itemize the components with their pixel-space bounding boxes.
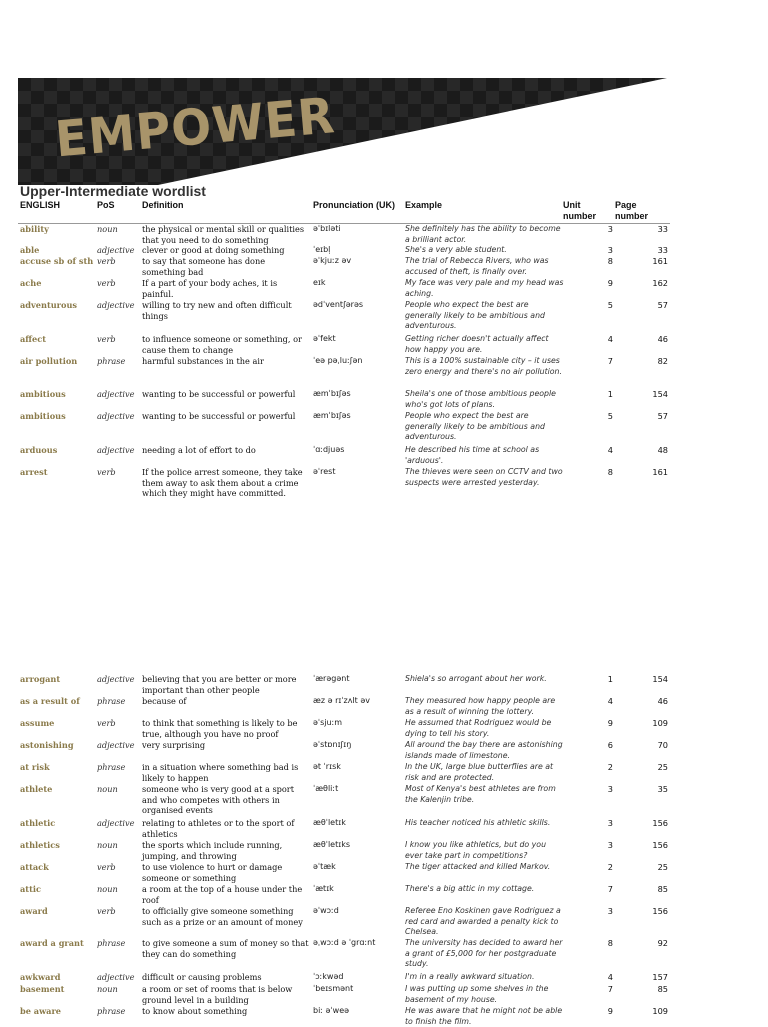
cell-word: arrogant bbox=[20, 674, 61, 684]
cell-ex: People who expect the best are generally likely to be ambitious and adventurous. bbox=[405, 411, 545, 442]
cell-unit: 6 bbox=[607, 740, 613, 750]
cell-page: 109 bbox=[652, 1006, 668, 1016]
cell-page: 157 bbox=[652, 972, 668, 982]
cell-unit: 4 bbox=[607, 972, 613, 982]
cell-pos: verb bbox=[97, 862, 116, 872]
cell-pron: əˈfekt bbox=[313, 334, 336, 343]
cell-pos: verb bbox=[97, 718, 116, 728]
cell-def: harmful substances in the air bbox=[142, 356, 264, 366]
cell-word: adventurous bbox=[20, 300, 78, 310]
cell-def: the sports which include running, jumping, and throwing bbox=[142, 840, 283, 861]
cell-pos: noun bbox=[97, 884, 118, 894]
cell-ex: The university has decided to award her a grant of £5,000 for her postgraduate study. bbox=[405, 938, 563, 969]
cell-word: arrest bbox=[20, 467, 48, 477]
cell-page: 156 bbox=[652, 906, 668, 916]
empower-logo: EMPOWER bbox=[52, 87, 338, 169]
cell-pos: verb bbox=[97, 256, 116, 266]
cell-page: 161 bbox=[652, 256, 668, 266]
cell-unit: 3 bbox=[607, 906, 613, 916]
cell-def: to influence someone or something, or cause them to change bbox=[142, 334, 302, 355]
cell-unit: 9 bbox=[607, 718, 613, 728]
cell-def: If a part of your body aches, it is painful. bbox=[142, 278, 278, 299]
cell-word: attack bbox=[20, 862, 49, 872]
cell-unit: 3 bbox=[607, 840, 613, 850]
cell-pron: əˈbɪləti bbox=[313, 224, 341, 233]
cell-ex: There's a big attic in my cottage. bbox=[405, 884, 535, 893]
cell-word: ability bbox=[20, 224, 49, 234]
cell-pron: ˈeə pəˌluːʃən bbox=[313, 356, 363, 365]
cell-page: 57 bbox=[657, 411, 668, 421]
cell-ex: My face was very pale and my head was aching. bbox=[405, 278, 564, 298]
cell-word: athletics bbox=[20, 840, 60, 850]
cell-def: willing to try new and often difficult things bbox=[142, 300, 292, 321]
cell-pron: æθˈletɪk bbox=[313, 818, 346, 827]
cell-unit: 8 bbox=[607, 467, 613, 477]
cell-def: wanting to be successful or powerful bbox=[142, 389, 296, 399]
cell-unit: 8 bbox=[607, 256, 613, 266]
cell-page: 82 bbox=[657, 356, 668, 366]
cell-pos: noun bbox=[97, 840, 118, 850]
cell-page: 46 bbox=[657, 696, 668, 706]
cell-pron: æz ə rɪˈzʌlt əv bbox=[313, 696, 371, 705]
cell-pron: æθˈletɪks bbox=[313, 840, 351, 849]
cell-unit: 1 bbox=[607, 674, 613, 684]
cell-pos: adjective bbox=[97, 818, 135, 828]
cell-pos: phrase bbox=[97, 696, 126, 706]
cell-page: 162 bbox=[652, 278, 668, 288]
cell-pron: əˈsjuːm bbox=[313, 718, 343, 727]
cell-unit: 5 bbox=[607, 411, 613, 421]
cell-def: to think that something is likely to be true, although you have no proof bbox=[142, 718, 298, 739]
cell-word: ache bbox=[20, 278, 42, 288]
cell-pron: æmˈbɪʃəs bbox=[313, 389, 351, 398]
cell-pos: adjective bbox=[97, 389, 135, 399]
cell-pron: ˈæθliːt bbox=[313, 784, 339, 793]
cell-pos: phrase bbox=[97, 1006, 126, 1016]
cell-word: athlete bbox=[20, 784, 53, 794]
cell-pos: noun bbox=[97, 784, 118, 794]
cell-unit: 8 bbox=[607, 938, 613, 948]
cell-unit: 7 bbox=[607, 984, 613, 994]
cell-page: 35 bbox=[657, 784, 668, 794]
cell-pron: ədˈventʃərəs bbox=[313, 300, 364, 309]
cell-def: difficult or causing problems bbox=[142, 972, 262, 982]
cell-word: accuse sb of sth bbox=[20, 256, 94, 266]
cell-pos: phrase bbox=[97, 938, 126, 948]
cell-page: 85 bbox=[657, 984, 668, 994]
cell-ex: The trial of Rebecca Rivers, who was accused of theft, is finally over. bbox=[405, 256, 549, 276]
cell-pron: æmˈbɪʃəs bbox=[313, 411, 351, 420]
cell-unit: 3 bbox=[607, 818, 613, 828]
cell-def: believing that you are better or more important than other people bbox=[142, 674, 297, 695]
cell-unit: 4 bbox=[607, 696, 613, 706]
cell-word: awkward bbox=[20, 972, 61, 982]
cell-ex: His teacher noticed his athletic skills. bbox=[405, 818, 551, 827]
cell-pron: əˈkjuːz əv bbox=[313, 256, 352, 265]
cell-ex: The tiger attacked and killed Markov. bbox=[405, 862, 551, 871]
cell-page: 85 bbox=[657, 884, 668, 894]
cell-word: award bbox=[20, 906, 48, 916]
cell-page: 109 bbox=[652, 718, 668, 728]
cell-unit: 9 bbox=[607, 278, 613, 288]
cell-pos: phrase bbox=[97, 762, 126, 772]
cell-ex: She's a very able student. bbox=[405, 245, 507, 254]
cell-pos: verb bbox=[97, 334, 116, 344]
cell-pos: adjective bbox=[97, 972, 135, 982]
cell-def: someone who is very good at a sport and who competes with others in organised events bbox=[142, 784, 295, 816]
cell-ex: He assumed that Rodriguez would be dying to tell his story. bbox=[405, 718, 552, 738]
cell-pron: eɪk bbox=[313, 278, 326, 287]
cell-def: very surprising bbox=[142, 740, 206, 750]
cell-def: to officially give someone something such as a prize or an amount of money bbox=[142, 906, 303, 927]
cell-ex: This is a 100% sustainable city – it uses zero energy and there's no air pollution. bbox=[405, 356, 562, 376]
cell-page: 25 bbox=[657, 862, 668, 872]
cell-pos: adjective bbox=[97, 411, 135, 421]
cell-unit: 3 bbox=[607, 784, 613, 794]
cell-unit: 4 bbox=[607, 334, 613, 344]
cell-unit: 9 bbox=[607, 1006, 613, 1016]
cell-pos: verb bbox=[97, 278, 116, 288]
cell-page: 154 bbox=[652, 674, 668, 684]
cell-ex: Referee Eno Koskinen gave Rodriguez a red card and awarded a penalty kick to Chelsea. bbox=[405, 906, 561, 937]
col-header-example: Example bbox=[405, 200, 443, 210]
cell-word: at risk bbox=[20, 762, 50, 772]
cell-page: 156 bbox=[652, 840, 668, 850]
cell-def: If the police arrest someone, they take them away to ask them about a crime which they might have committed. bbox=[142, 467, 303, 499]
cell-def: relating to athletes or to the sport of athletics bbox=[142, 818, 295, 839]
col-header-pronunciation: Pronunciation (UK) bbox=[313, 200, 395, 210]
cell-ex: I'm in a really awkward situation. bbox=[405, 972, 535, 981]
cell-word: attic bbox=[20, 884, 41, 894]
cell-page: 57 bbox=[657, 300, 668, 310]
page-title: Upper-Intermediate wordlist bbox=[20, 183, 206, 199]
cell-page: 25 bbox=[657, 762, 668, 772]
cell-ex: Most of Kenya's best athletes are from the Kalenjin tribe. bbox=[405, 784, 556, 804]
cell-pron: ˈeɪbl̩ bbox=[313, 245, 331, 254]
cell-page: 46 bbox=[657, 334, 668, 344]
cell-ex: Sheila's one of those ambitious people who's got lots of plans. bbox=[405, 389, 556, 409]
cell-word: astonishing bbox=[20, 740, 74, 750]
cell-def: to say that someone has done something bad bbox=[142, 256, 266, 277]
cell-unit: 3 bbox=[607, 224, 613, 234]
cell-ex: In the UK, large blue butterflies are at risk and are protected. bbox=[405, 762, 554, 782]
cell-pron: ˈɔːkwəd bbox=[313, 972, 344, 981]
col-header-english: ENGLISH bbox=[20, 200, 61, 210]
cell-ex: They measured how happy people are as a result of winning the lottery. bbox=[405, 696, 556, 716]
cell-pos: phrase bbox=[97, 356, 126, 366]
cell-def: the physical or mental skill or qualities that you need to do something bbox=[142, 224, 305, 245]
cell-word: ambitious bbox=[20, 411, 66, 421]
cell-pos: noun bbox=[97, 984, 118, 994]
cell-word: as a result of bbox=[20, 696, 80, 706]
cell-unit: 1 bbox=[607, 389, 613, 399]
cell-pos: verb bbox=[97, 906, 116, 916]
cell-pron: əˈwɔːd bbox=[313, 906, 339, 915]
cell-word: assume bbox=[20, 718, 55, 728]
cell-def: to use violence to hurt or damage someone or something bbox=[142, 862, 283, 883]
cell-pron: əˈtæk bbox=[313, 862, 336, 871]
cell-def: wanting to be successful or powerful bbox=[142, 411, 296, 421]
cell-pron: biː əˈweə bbox=[313, 1006, 350, 1015]
cell-word: be aware bbox=[20, 1006, 61, 1016]
cell-word: ambitious bbox=[20, 389, 66, 399]
cell-pron: əˈrest bbox=[313, 467, 336, 476]
cell-ex: The thieves were seen on CCTV and two suspects were arrested yesterday. bbox=[405, 467, 563, 487]
cell-unit: 2 bbox=[607, 762, 613, 772]
cell-page: 154 bbox=[652, 389, 668, 399]
cell-unit: 7 bbox=[607, 356, 613, 366]
cell-word: air pollution bbox=[20, 356, 78, 366]
cell-word: athletic bbox=[20, 818, 56, 828]
cell-page: 92 bbox=[657, 938, 668, 948]
cell-unit: 5 bbox=[607, 300, 613, 310]
cell-page: 70 bbox=[657, 740, 668, 750]
cell-word: arduous bbox=[20, 445, 58, 455]
cell-word: affect bbox=[20, 334, 47, 344]
cell-page: 33 bbox=[657, 224, 668, 234]
cell-ex: He was aware that he might not be able to finish the film. bbox=[405, 1006, 563, 1026]
cell-page: 48 bbox=[657, 445, 668, 455]
cell-pron: ət ˈrɪsk bbox=[313, 762, 341, 771]
cell-ex: Getting richer doesn't actually affect how happy you are. bbox=[405, 334, 549, 354]
cell-pron: əˈstɒnɪʃɪŋ bbox=[313, 740, 352, 749]
cell-pron: ˈærəgənt bbox=[313, 674, 350, 683]
cell-pos: adjective bbox=[97, 674, 135, 684]
cell-ex: He described his time at school as 'arduous'. bbox=[405, 445, 540, 465]
col-header-pos: PoS bbox=[97, 200, 115, 210]
cell-ex: All around the bay there are astonishing islands made of limestone. bbox=[405, 740, 563, 760]
cell-pron: ˈætɪk bbox=[313, 884, 334, 893]
cell-ex: I was putting up some shelves in the basement of my house. bbox=[405, 984, 549, 1004]
cell-pron: ˈbeɪsmənt bbox=[313, 984, 354, 993]
cell-pos: noun bbox=[97, 224, 118, 234]
cell-def: a room at the top of a house under the roof bbox=[142, 884, 303, 905]
col-header-page: Page number bbox=[615, 200, 649, 221]
col-header-definition: Definition bbox=[142, 200, 184, 210]
cell-def: a room or set of rooms that is below ground level in a building bbox=[142, 984, 293, 1005]
cell-pos: adjective bbox=[97, 445, 135, 455]
cell-pron: ˈɑːdjuəs bbox=[313, 445, 345, 454]
cell-def: to know about something bbox=[142, 1006, 248, 1016]
cell-def: because of bbox=[142, 696, 187, 706]
cell-def: to give someone a sum of money so that they can do something bbox=[142, 938, 309, 959]
cell-ex: I know you like athletics, but do you ever take part in competitions? bbox=[405, 840, 547, 860]
cell-unit: 7 bbox=[607, 884, 613, 894]
cell-unit: 4 bbox=[607, 445, 613, 455]
cell-page: 161 bbox=[652, 467, 668, 477]
cell-def: needing a lot of effort to do bbox=[142, 445, 256, 455]
cell-ex: Shiela's so arrogant about her work. bbox=[405, 674, 547, 683]
cell-pos: adjective bbox=[97, 740, 135, 750]
cell-pos: adjective bbox=[97, 300, 135, 310]
col-header-unit: Unit number bbox=[563, 200, 597, 221]
cell-word: award a grant bbox=[20, 938, 84, 948]
cell-pron: əˌwɔːd ə ˈgrɑːnt bbox=[313, 938, 376, 947]
cell-def: in a situation where something bad is likely to happen bbox=[142, 762, 299, 783]
cell-ex: She definitely has the ability to become a brilliant actor. bbox=[405, 224, 561, 244]
cell-ex: People who expect the best are generally likely to be ambitious and adventurous. bbox=[405, 300, 545, 331]
cell-pos: adjective bbox=[97, 245, 135, 255]
cell-def: clever or good at doing something bbox=[142, 245, 285, 255]
header-banner bbox=[18, 78, 667, 185]
cell-word: basement bbox=[20, 984, 65, 994]
cell-page: 33 bbox=[657, 245, 668, 255]
cell-pos: verb bbox=[97, 467, 116, 477]
cell-unit: 3 bbox=[607, 245, 613, 255]
cell-page: 156 bbox=[652, 818, 668, 828]
cell-unit: 2 bbox=[607, 862, 613, 872]
cell-word: able bbox=[20, 245, 40, 255]
